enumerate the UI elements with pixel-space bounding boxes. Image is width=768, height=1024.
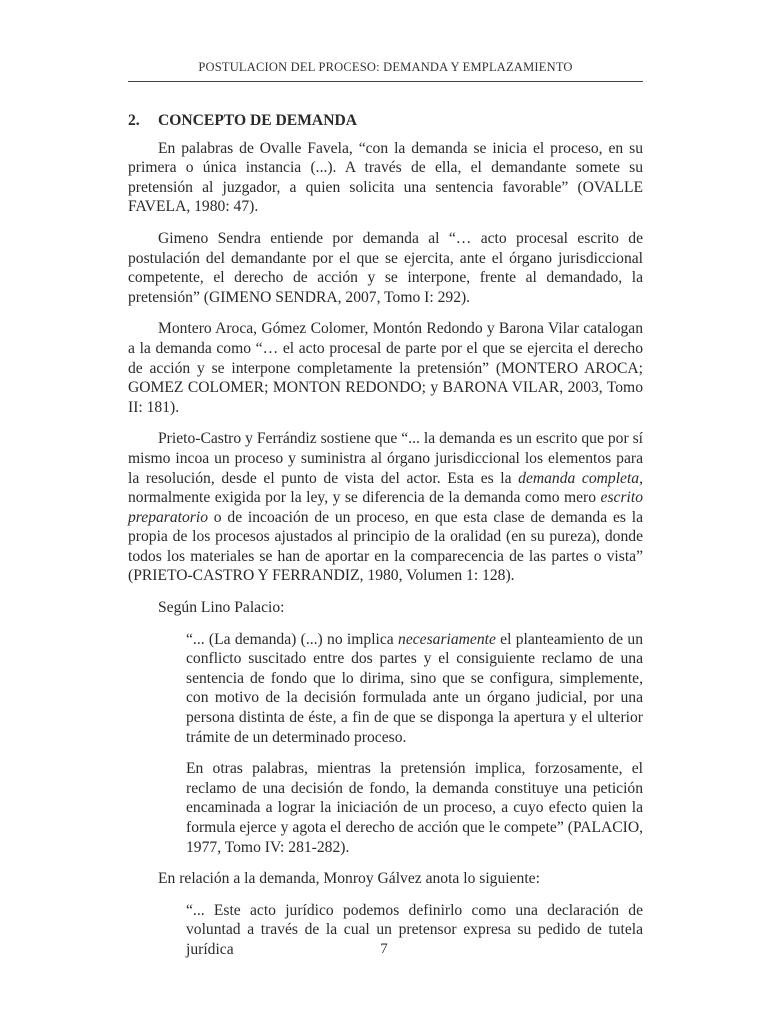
blockquote-palacio	[186, 630, 643, 858]
header-rule	[128, 81, 643, 82]
page-number: 7	[380, 941, 388, 957]
prieto-emphasis-demanda-completa: demanda completa	[518, 469, 640, 487]
paragraph-monroy-galvez-intro: En relación a la demanda, Monroy Gálvez anota lo siguiente:	[158, 870, 540, 888]
section-title: CONCEPTO DE DEMANDA	[158, 112, 357, 129]
prieto-text-c: o de incoación de un proceso, en que esta clase de demanda es la propia de los procesos ajustados al principio de la oralidad (en su pureza), donde todos los materiales se han de aportar en la comparecencia de las partes o vista” (PRIETO-CASTRO Y FERRANDIZ, 1980, Volumen 1: 128).	[128, 508, 643, 585]
paragraph-ovalle-favela: En palabras de Ovalle Favela, “con la demanda se inicia el proceso, en su primera o única instancia (...). A través de ella, el demandante somete su pretensión al juzgador, a quien solicita una sentencia favorable” (OVALLE FAVELA, 1980: 47).	[128, 139, 643, 216]
section-number: 2.	[128, 112, 140, 129]
quote-monroy-text: “... Este acto jurídico podemos definirlo como una declaración de voluntad a través de la cual un pretensor expresa su pedido de tutela jurídica	[186, 901, 643, 958]
quote-palacio-text-b: el planteamiento de un conflicto suscitado entre dos partes y el consiguiente reclamo de una sentencia de fondo que lo dirima, sino que se configura, simplemente, con motivo de la decisión formulada ante un órgano judicial, por una persona distinta de éste, a fin de que se disponga la apertura y el ulterior trámite de un determinado proceso.	[186, 630, 643, 746]
quote-palacio-emphasis: necesariamente	[398, 630, 496, 648]
paragraph-lino-palacio-intro: Según Lino Palacio:	[158, 599, 285, 617]
prieto-emphasis-escrito-preparatorio: escrito preparatorio	[128, 489, 643, 526]
quote-palacio-part2: En otras palabras, mientras la pretensión implica, forzosamente, el reclamo de una decisión de fondo, la demanda constituye una petición encaminada a lograr la iniciación de un proceso, a cuyo efecto quien la formula ejerce y agota el derecho de acción que le compete” (PALACIO, 1977, Tomo IV: 281-282).	[186, 760, 643, 856]
running-header: POSTULACION DEL PROCESO: DEMANDA Y EMPLAZAMIENTO	[198, 60, 573, 74]
section-heading	[128, 111, 643, 131]
prieto-text-a: Prieto-Castro y Ferrándiz sostiene que “... la demanda es un escrito que por sí mismo incoa un proceso y suministra al órgano jurisdiccional los elementos para la resolución, desde el punto de vista del actor. Esta es la	[128, 430, 643, 487]
paragraph-prieto-castro	[128, 429, 643, 586]
body-text	[128, 111, 643, 972]
paragraph-gimeno-sendra: Gimeno Sendra entiende por demanda al “… acto procesal escrito de postulación del demandante por el que se ejercita, ante el órgano jurisdiccional competente, el derecho de acción y se interpone, frente al demandado, la pretensión” (GIMENO SENDRA, 2007, Tomo I: 292).	[128, 229, 643, 306]
quote-palacio-text-a: “... (La demanda) (...) no implica	[186, 630, 399, 648]
paragraph-montero-aroca: Montero Aroca, Gómez Colomer, Montón Redondo y Barona Vilar catalogan a la demanda como “… el acto procesal de parte por el que se ejercita el derecho de acción y se interpone completamente la pretensión” (MONTERO AROCA; GOMEZ COLOMER; MONTON REDONDO; y BARONA VILAR, 2003, Tomo II: 181).	[128, 320, 643, 416]
quote-palacio-part1	[186, 630, 643, 748]
prieto-text-b: , normalmente exigida por la ley, y se diferencia de la demanda como mero	[128, 469, 643, 507]
